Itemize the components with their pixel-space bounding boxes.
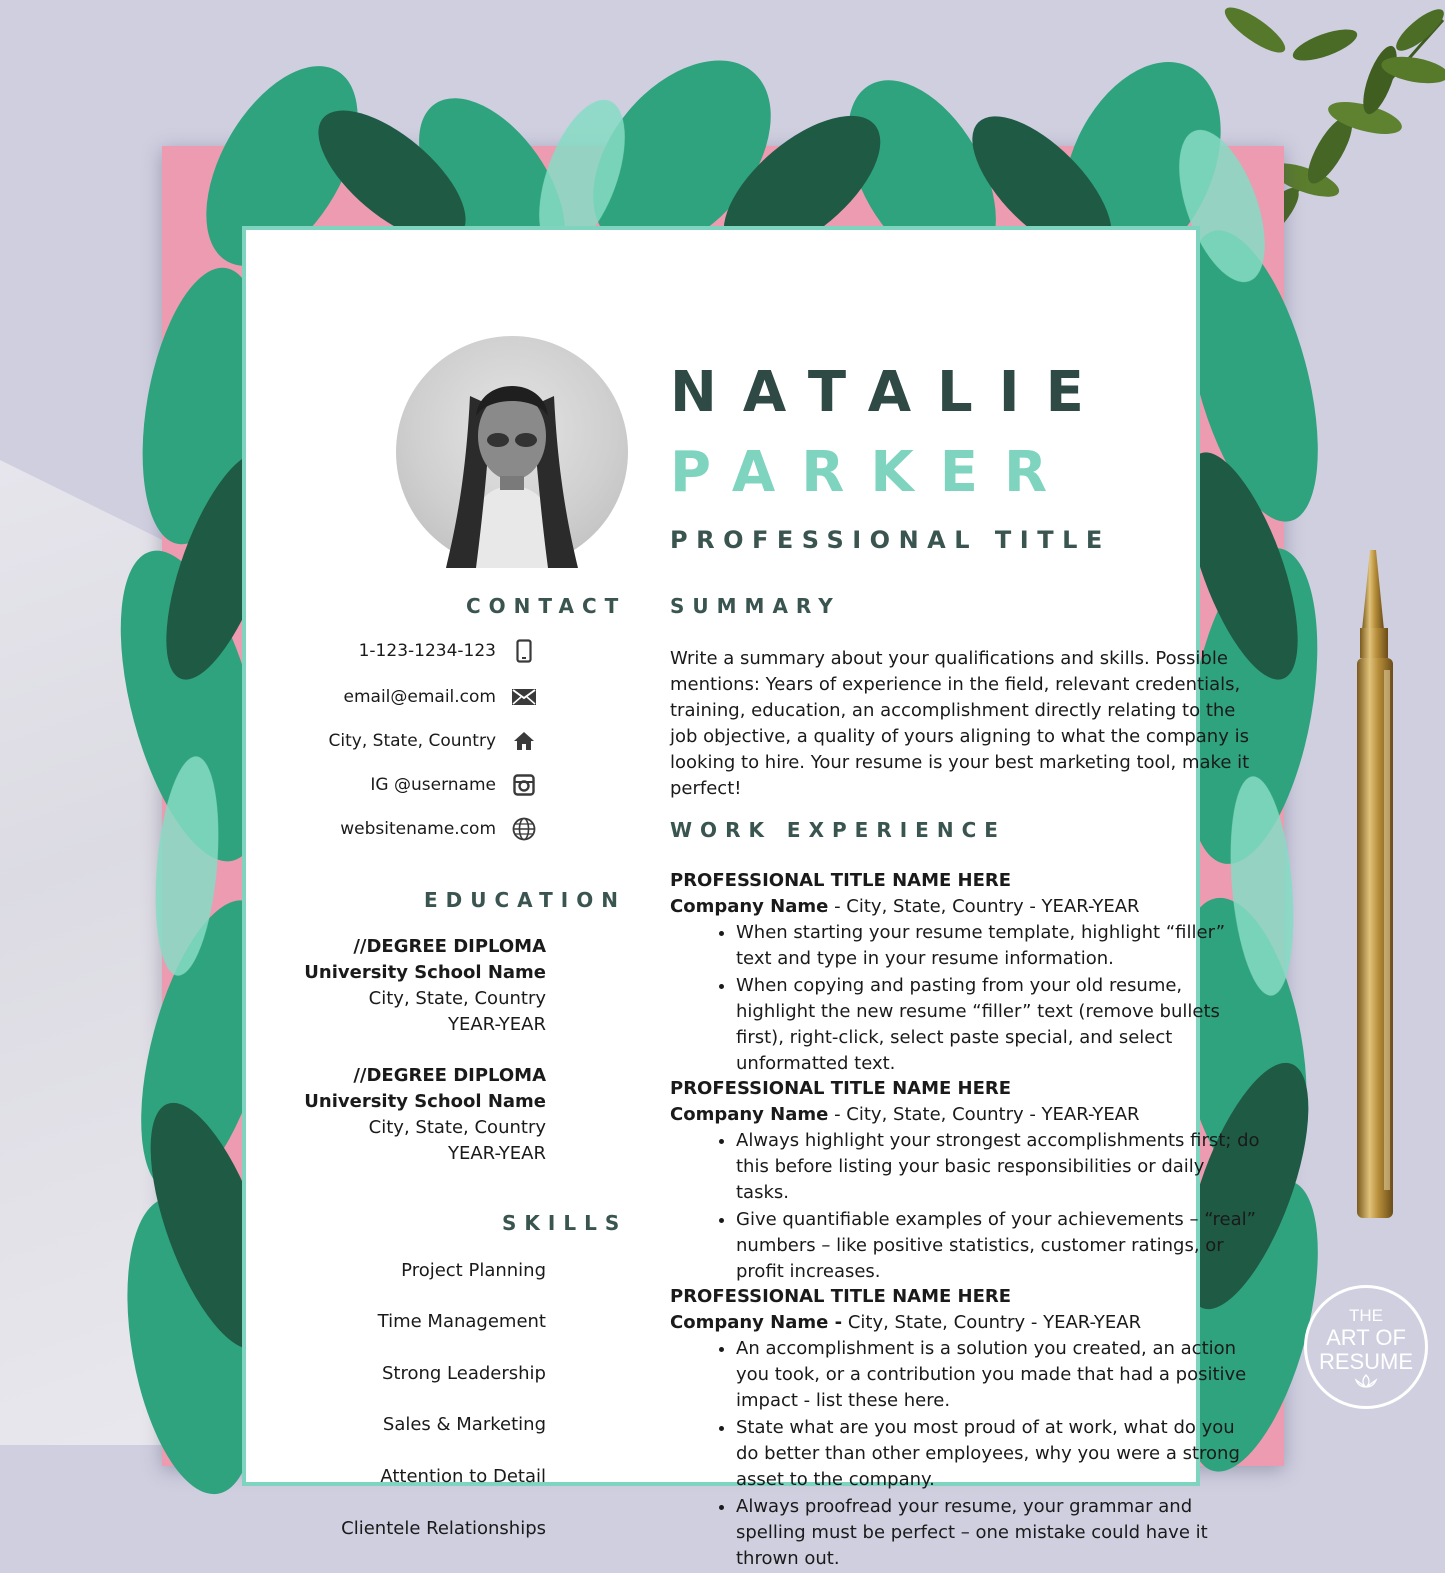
job-bullets	[670, 1336, 1260, 1572]
skill-item: Project Planning	[401, 1260, 546, 1281]
job-details: - City, State, Country - YEAR-YEAR	[828, 896, 1140, 917]
job-entry	[670, 1284, 1260, 1573]
education-entry	[304, 934, 546, 1038]
summary-heading: SUMMARY	[670, 594, 841, 618]
phone-icon	[512, 639, 536, 663]
skill-item: Sales & Marketing	[382, 1414, 546, 1435]
logo-line-1: THE	[1349, 1306, 1383, 1325]
job-company-line	[670, 894, 1260, 920]
address-text: City, State, Country	[328, 731, 496, 751]
resume-page	[242, 226, 1260, 1569]
first-name: NATALIE	[670, 360, 1110, 425]
contact-email	[344, 682, 536, 712]
job-title: PROFESSIONAL TITLE NAME HERE	[670, 1078, 1012, 1099]
job-bullet: • Always highlight your strongest accomplishments first; do this before listing your basic responsibilities or daily tasks.	[736, 1128, 1260, 1206]
school-name: University School Name	[304, 962, 546, 983]
degree-title: //DEGREE DIPLOMA	[353, 936, 546, 957]
skills-heading: SKILLS	[502, 1211, 628, 1235]
school-years: YEAR-YEAR	[447, 1014, 546, 1035]
job-entry	[670, 1076, 1260, 1286]
job-details: City, State, Country - YEAR-YEAR	[842, 1312, 1142, 1333]
job-bullet: • When starting your resume template, highlight “filler” text and type in your resume information.	[736, 920, 1260, 972]
lotus-icon	[1354, 1374, 1378, 1388]
job-bullets	[670, 920, 1260, 1077]
school-name: University School Name	[304, 1091, 546, 1112]
envelope-icon	[512, 685, 536, 709]
gold-pen-decoration	[1340, 540, 1420, 1240]
contact-phone	[359, 636, 536, 666]
education-entry	[304, 1063, 546, 1167]
skill-item: Time Management	[377, 1311, 546, 1332]
degree-title: //DEGREE DIPLOMA	[353, 1065, 546, 1086]
instagram-icon	[512, 773, 536, 797]
school-location: City, State, Country	[368, 988, 546, 1009]
skill-item: Clientele Relationships	[341, 1518, 546, 1539]
phone-text: 1-123-1234-123	[358, 641, 496, 661]
profile-photo	[396, 336, 628, 568]
work-experience-heading: WORK EXPERIENCE	[670, 818, 1006, 842]
skill-item: Attention to Detail	[380, 1466, 546, 1487]
globe-icon	[512, 817, 536, 841]
job-details: - City, State, Country - YEAR-YEAR	[828, 1104, 1140, 1125]
contact-heading: CONTACT	[466, 594, 627, 618]
job-company-line	[670, 1102, 1260, 1128]
contact-website	[340, 814, 536, 844]
school-years: YEAR-YEAR	[447, 1143, 546, 1164]
company-name: Company Name -	[670, 1312, 843, 1333]
job-title: PROFESSIONAL TITLE NAME HERE	[670, 870, 1012, 891]
education-heading: EDUCATION	[424, 888, 626, 912]
job-bullet: • State what are you most proud of at work, what do you do better than other employees, why you were a strong asset to the company.	[736, 1415, 1260, 1493]
logo-line-2: ART OF	[1326, 1325, 1406, 1350]
contact-instagram	[370, 770, 536, 800]
art-of-resume-logo	[1304, 1285, 1428, 1409]
job-bullet: • When copying and pasting from your old resume, highlight the new resume “filler” text (remove bullets first), right-click, select paste special, and select unformatted text.	[736, 973, 1260, 1077]
home-icon	[512, 729, 536, 753]
skill-item: Strong Leadership	[382, 1363, 546, 1384]
email-text: email@email.com	[343, 687, 496, 707]
last-name: PARKER	[670, 440, 1074, 505]
company-name: Company Name	[670, 1104, 829, 1125]
company-name: Company Name	[670, 896, 829, 917]
logo-line-3: RESUME	[1318, 1349, 1414, 1374]
professional-title: PROFESSIONAL TITLE	[670, 526, 1111, 554]
instagram-text: IG @username	[370, 775, 496, 795]
contact-address	[329, 726, 536, 756]
job-bullets	[670, 1128, 1260, 1285]
job-bullet: • An accomplishment is a solution you created, an action you took, or a contribution you made that had a positive impact - list these here.	[736, 1336, 1260, 1414]
job-bullet: • Give quantifiable examples of your achievements – “real” numbers – like positive statistics, customer ratings, or profit increases.	[736, 1207, 1260, 1285]
job-bullet: • Always proofread your resume, your grammar and spelling must be perfect – one mistake could have it thrown out.	[736, 1494, 1260, 1572]
school-location: City, State, Country	[368, 1117, 546, 1138]
resume-sheet	[162, 146, 1284, 1569]
website-text: websitename.com	[340, 819, 496, 839]
job-title: PROFESSIONAL TITLE NAME HERE	[670, 1286, 1012, 1307]
job-company-line	[670, 1310, 1260, 1336]
summary-text: Write a summary about your qualifications and skills. Possible mentions: Years of experience in the field, relevant credentials, training, education, an accomplishment directly relating to the job objective, a quality of yours aligning to what the company is looking to hire. Your resume is your best marketing tool, make it perfect!	[670, 648, 1250, 799]
job-entry	[670, 868, 1260, 1078]
